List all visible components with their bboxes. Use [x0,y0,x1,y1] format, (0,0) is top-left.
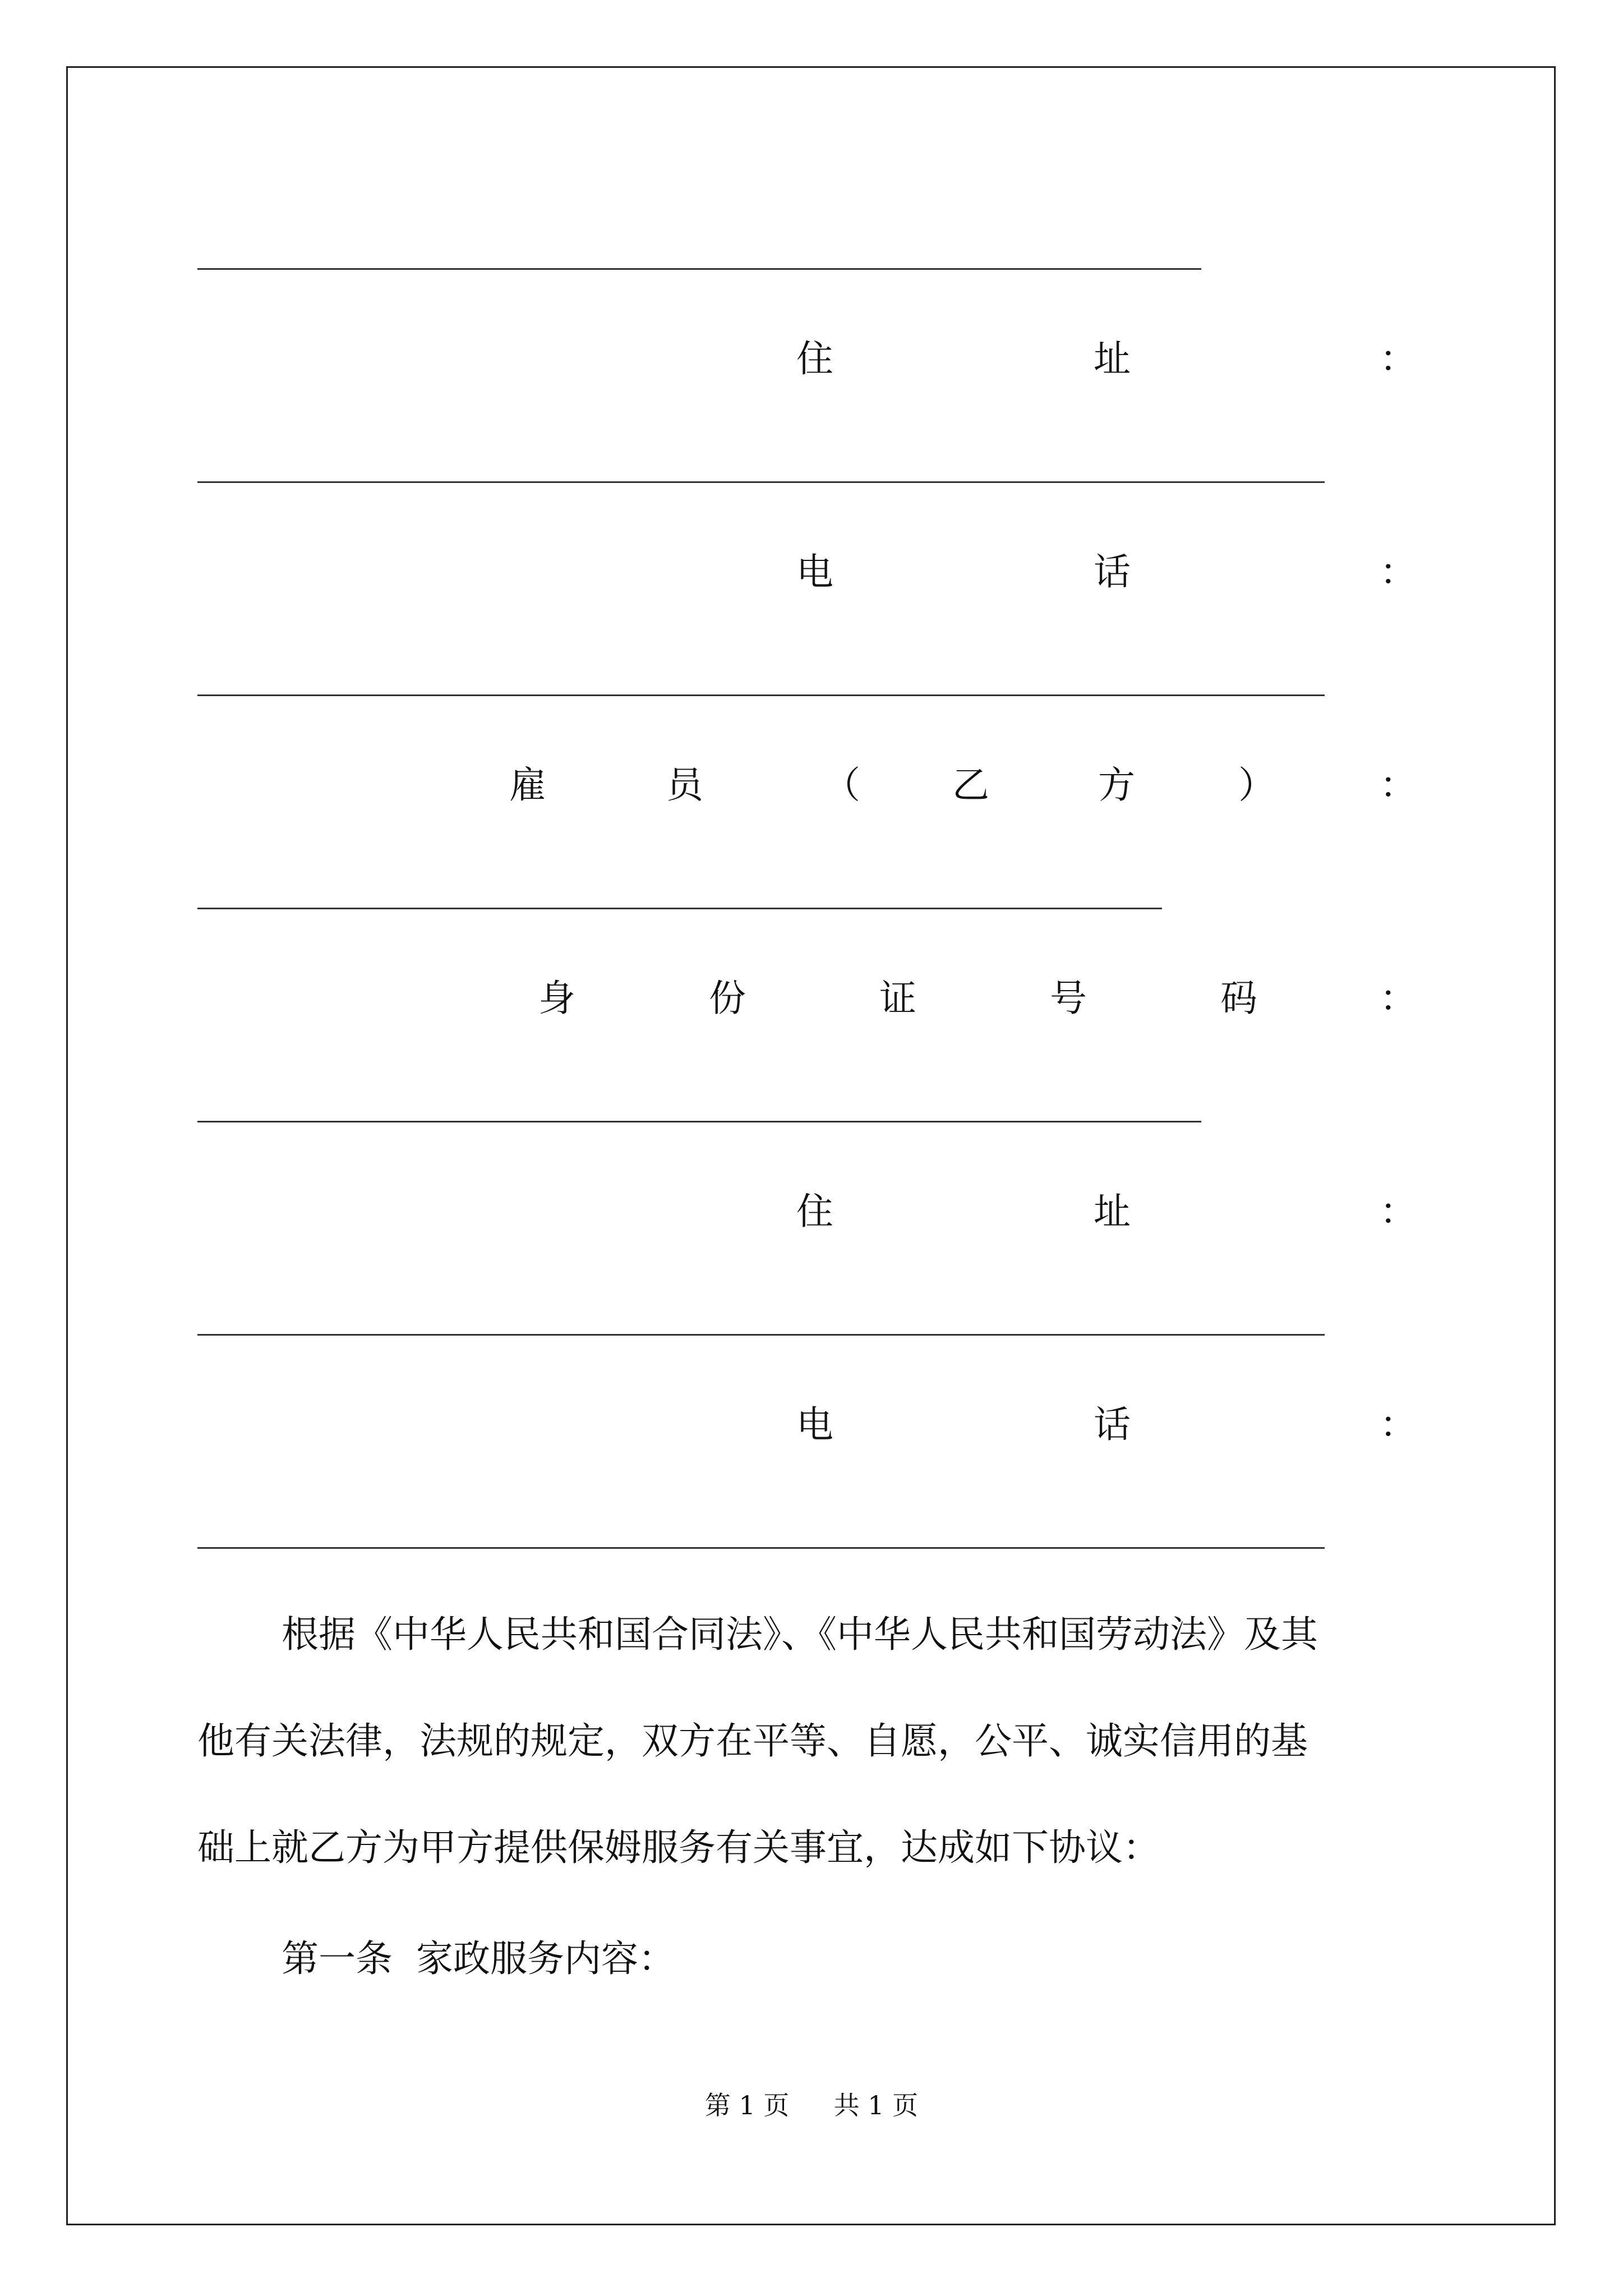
page-number: 第 1 页 [704,2090,790,2120]
label-char: 方 [1098,763,1135,807]
label-char: 址 [1094,337,1131,380]
label-colon: ： [1380,763,1417,807]
label-colon: ： [1380,550,1417,593]
label-char: 住 [796,1190,833,1233]
label-row-phone-1 [197,539,1420,606]
label-char: 话 [1094,1403,1131,1446]
label-char: 乙 [952,763,989,807]
blank-line [197,1547,1325,1549]
blank-line [197,1121,1201,1122]
blank-line [197,1334,1325,1336]
label-row-address-2 [197,1178,1420,1245]
label-char: （ [823,763,860,807]
paragraph-line: 根据《中华人民共和国合同法》、《中华人民共和国劳动法》及其 [282,1613,1318,1656]
label-char: 份 [709,977,746,1020]
label-row-id-number [197,965,1420,1032]
label-char: ） [1238,763,1275,807]
label-colon: ： [1380,1403,1417,1446]
label-colon: ： [1380,1190,1417,1233]
label-char: 话 [1094,550,1131,593]
blank-line [197,268,1201,270]
label-char: 电 [796,550,833,593]
label-row-employee [197,752,1420,819]
blank-line [197,694,1325,696]
label-colon: ： [1380,337,1417,380]
label-row-address-1 [197,325,1420,393]
label-char: 址 [1094,1190,1131,1233]
label-char: 电 [796,1403,833,1446]
label-char: 证 [879,977,916,1020]
label-char: 码 [1220,977,1257,1020]
label-char: 员 [666,763,703,807]
label-colon: ： [1380,977,1417,1020]
paragraph-line: 他有关法律，法规的规定，双方在平等、自愿，公平、诚实信用的基 [197,1719,1308,1763]
label-row-phone-2 [197,1391,1420,1458]
label-char: 住 [796,337,833,380]
blank-line [197,908,1162,909]
paragraph-line: 础上就乙方为甲方提供保姆服务有关事宜，达成如下协议： [197,1826,1160,1869]
blank-line [197,481,1325,483]
page-footer [0,2086,1623,2125]
label-char: 身 [538,977,575,1020]
page-total: 共 1 页 [833,2090,919,2120]
label-char: 号 [1050,977,1087,1020]
article-heading: 第一条 家政服务内容： [282,1937,675,1980]
label-char: 雇 [509,763,546,807]
